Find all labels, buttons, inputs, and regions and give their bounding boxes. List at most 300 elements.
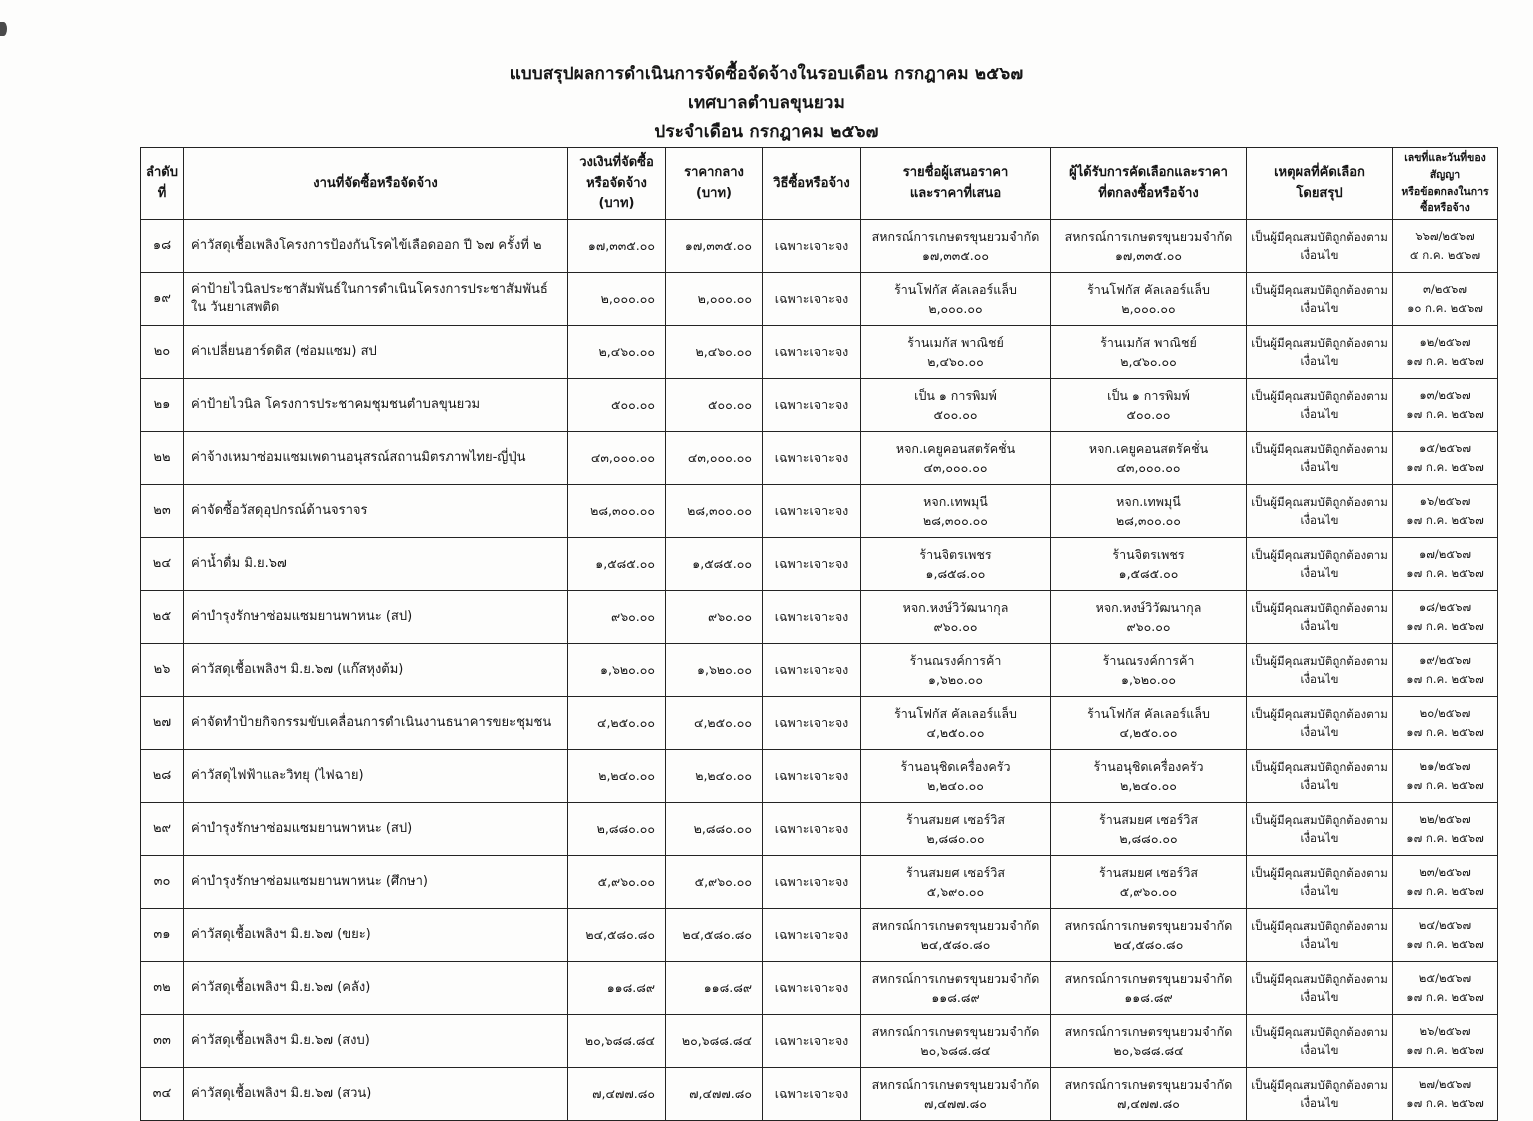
cell-method bbox=[763, 962, 861, 1015]
selection-reason: เป็นผู้มีคุณสมบัติถูกต้องตาม bbox=[1251, 866, 1388, 881]
cell-reason bbox=[1247, 909, 1393, 962]
bidder-name: ร้านณรงค์การค้า bbox=[909, 653, 1002, 669]
cell-bidder bbox=[861, 697, 1051, 750]
cell-index bbox=[141, 432, 184, 485]
table-header bbox=[141, 148, 1498, 220]
budget-amount: ๒,๘๘๐.๐๐ bbox=[596, 820, 655, 836]
row-index: ๒๘ bbox=[152, 768, 172, 784]
row-index: ๒๗ bbox=[152, 715, 172, 731]
budget-amount: ๒,๔๖๐.๐๐ bbox=[598, 343, 655, 359]
cell-selected bbox=[1051, 856, 1247, 909]
cell-budget bbox=[568, 856, 666, 909]
cell-reason bbox=[1247, 803, 1393, 856]
cell-contract bbox=[1393, 220, 1498, 273]
cell-task bbox=[184, 803, 568, 856]
selection-reason-cont: เงื่อนไข bbox=[1300, 566, 1339, 581]
selection-reason-cont: เงื่อนไข bbox=[1300, 937, 1339, 952]
cell-reason bbox=[1247, 326, 1393, 379]
cell-budget bbox=[568, 697, 666, 750]
cell-bidder bbox=[861, 379, 1051, 432]
cell-bidder bbox=[861, 909, 1051, 962]
cell-index bbox=[141, 326, 184, 379]
contract-date: ๑๗ ก.ค. ๒๕๖๗ bbox=[1406, 1096, 1484, 1111]
table-row bbox=[141, 856, 1498, 909]
cell-budget bbox=[568, 962, 666, 1015]
mid-price-amount: ๙๖๐.๐๐ bbox=[708, 608, 752, 624]
cell-budget bbox=[568, 803, 666, 856]
bidder-name: ร้านเมกัส พาณิชย์ bbox=[907, 335, 1004, 351]
row-index: ๑๙ bbox=[153, 291, 171, 307]
bidder-name: สหกรณ์การเกษตรขุนยวมจำกัด bbox=[871, 1077, 1040, 1093]
cell-method bbox=[763, 644, 861, 697]
cell-contract bbox=[1393, 538, 1498, 591]
table-row bbox=[141, 962, 1498, 1015]
table-row bbox=[141, 697, 1498, 750]
cell-task bbox=[184, 750, 568, 803]
selected-vendor-name: สหกรณ์การเกษตรขุนยวมจำกัด bbox=[1064, 918, 1233, 934]
mid-price-amount: ๑,๕๘๕.๐๐ bbox=[692, 555, 752, 571]
mid-price-amount: ๑๑๘.๘๙ bbox=[703, 979, 752, 995]
task-description: ค่าบำรุงรักษาซ่อมแซมยานพาหนะ (สป) bbox=[191, 821, 413, 837]
selection-reason: เป็นผู้มีคุณสมบัติถูกต้องตาม bbox=[1251, 601, 1388, 616]
cell-mid-price bbox=[666, 485, 763, 538]
cell-budget bbox=[568, 909, 666, 962]
row-index: ๒๒ bbox=[153, 450, 171, 466]
selection-reason-cont: เงื่อนไข bbox=[1300, 778, 1339, 793]
mid-price-amount: ๕๐๐.๐๐ bbox=[708, 396, 752, 412]
mid-price-amount: ๑,๖๒๐.๐๐ bbox=[697, 661, 752, 677]
task-description: ค่าวัสดุเชื้อเพลิงฯ มิ.ย.๖๗ (คลัง) bbox=[191, 980, 371, 996]
row-index: ๒๕ bbox=[152, 609, 172, 625]
selection-reason: เป็นผู้มีคุณสมบัติถูกต้องตาม bbox=[1251, 919, 1388, 934]
selected-vendor-price: ๒,๐๐๐.๐๐ bbox=[1121, 301, 1176, 317]
cell-task bbox=[184, 1068, 568, 1121]
row-index: ๑๘ bbox=[152, 238, 172, 254]
cell-budget bbox=[568, 485, 666, 538]
selection-reason: เป็นผู้มีคุณสมบัติถูกต้องตาม bbox=[1251, 1025, 1388, 1040]
selection-reason-cont: เงื่อนไข bbox=[1300, 1096, 1339, 1111]
contract-number: ๒๖/๒๕๖๗ bbox=[1419, 1024, 1471, 1039]
contract-date: ๑๗ ก.ค. ๒๕๖๗ bbox=[1406, 990, 1484, 1005]
selection-reason-cont: เงื่อนไข bbox=[1300, 725, 1339, 740]
selection-reason: เป็นผู้มีคุณสมบัติถูกต้องตาม bbox=[1251, 389, 1388, 404]
budget-amount: ๒,๐๐๐.๐๐ bbox=[600, 290, 655, 306]
contract-number: ๑๘/๒๕๖๗ bbox=[1418, 600, 1472, 615]
bidder-price: ๑,๖๒๐.๐๐ bbox=[928, 672, 983, 688]
mid-price-amount: ๒๘,๓๐๐.๐๐ bbox=[687, 502, 752, 518]
cell-selected bbox=[1051, 962, 1247, 1015]
row-index: ๒๐ bbox=[153, 344, 171, 360]
cell-reason bbox=[1247, 379, 1393, 432]
selected-vendor-name: ร้านณรงค์การค้า bbox=[1102, 653, 1195, 669]
cell-bidder bbox=[861, 538, 1051, 591]
table-row bbox=[141, 273, 1498, 326]
contract-number: ๑๒/๒๕๖๗ bbox=[1419, 335, 1471, 350]
cell-method bbox=[763, 220, 861, 273]
cell-bidder bbox=[861, 273, 1051, 326]
bidder-name: ร้านอนุชิดเครื่องครัว bbox=[900, 759, 1011, 775]
cell-selected bbox=[1051, 803, 1247, 856]
contract-number: ๒๐/๒๕๖๗ bbox=[1419, 706, 1471, 721]
selected-vendor-name: ร้านสมยศ เซอร์วิส bbox=[1098, 865, 1198, 881]
procurement-method: เฉพาะเจาะจง bbox=[774, 290, 849, 306]
cell-reason bbox=[1247, 644, 1393, 697]
bidder-price: ๒,๔๖๐.๐๐ bbox=[927, 354, 984, 370]
mid-price-amount: ๗,๔๗๗.๘๐ bbox=[689, 1085, 752, 1101]
budget-amount: ๒๐,๖๘๘.๘๔ bbox=[584, 1032, 655, 1048]
document-title: แบบสรุปผลการดำเนินการจัดซื้อจัดจ้างในรอบเดือน กรกฎาคม ๒๕๖๗ bbox=[509, 64, 1024, 84]
table-row bbox=[141, 379, 1498, 432]
budget-amount: ๑๑๘.๘๙ bbox=[606, 979, 655, 995]
mid-price-amount: ๒,๔๖๐.๐๐ bbox=[695, 343, 752, 359]
cell-method bbox=[763, 1015, 861, 1068]
row-index: ๓๑ bbox=[153, 927, 171, 943]
task-description: ค่าวัสดุเชื้อเพลิงฯ มิ.ย.๖๗ (ขยะ) bbox=[191, 927, 371, 943]
cell-bidder bbox=[861, 644, 1051, 697]
task-description: ค่าวัสดุไฟฟ้าและวิทยุ (ไฟฉาย) bbox=[191, 768, 364, 784]
cell-selected bbox=[1051, 273, 1247, 326]
selected-vendor-price: ๒๘,๓๐๐.๐๐ bbox=[1116, 513, 1181, 529]
cell-method bbox=[763, 432, 861, 485]
cell-mid-price bbox=[666, 697, 763, 750]
contract-number: ๒๔/๒๕๖๗ bbox=[1418, 918, 1472, 933]
bidder-price: ๙๖๐.๐๐ bbox=[933, 619, 978, 635]
cell-task bbox=[184, 326, 568, 379]
budget-amount: ๑๗,๓๓๕.๐๐ bbox=[587, 237, 655, 253]
cell-selected bbox=[1051, 220, 1247, 273]
cell-selected bbox=[1051, 379, 1247, 432]
cell-mid-price bbox=[666, 1015, 763, 1068]
selection-reason-cont: เงื่อนไข bbox=[1300, 990, 1339, 1005]
cell-mid-price bbox=[666, 962, 763, 1015]
bidder-name: สหกรณ์การเกษตรขุนยวมจำกัด bbox=[871, 918, 1040, 934]
cell-contract bbox=[1393, 803, 1498, 856]
contract-date: ๑๗ ก.ค. ๒๕๖๗ bbox=[1406, 778, 1484, 793]
bidder-price: ๒๔,๕๘๐.๘๐ bbox=[920, 937, 991, 953]
cell-index bbox=[141, 750, 184, 803]
cell-contract bbox=[1393, 909, 1498, 962]
contract-date: ๑๗ ก.ค. ๒๕๖๗ bbox=[1406, 354, 1484, 369]
bidder-price: ๒,๒๔๐.๐๐ bbox=[927, 778, 984, 794]
task-description: ค่าบำรุงรักษาซ่อมแซมยานพาหนะ (ศึกษา) bbox=[191, 874, 428, 890]
cell-index bbox=[141, 1015, 184, 1068]
col-header-method: วิธีซื้อหรือจ้าง bbox=[763, 148, 861, 220]
cell-selected bbox=[1051, 644, 1247, 697]
selected-vendor-name: หจก.หงษ์วิวัฒนากุล bbox=[1095, 600, 1202, 616]
row-index: ๓๓ bbox=[153, 1033, 171, 1049]
bidder-name: ร้านจิตรเพชร bbox=[919, 547, 992, 563]
cell-mid-price bbox=[666, 591, 763, 644]
selection-reason-cont: เงื่อนไข bbox=[1300, 672, 1339, 687]
procurement-method: เฉพาะเจาะจง bbox=[774, 608, 849, 624]
document-subtitle-municipality: เทศบาลตำบลขุนยวม bbox=[687, 93, 846, 113]
selection-reason-cont: เงื่อนไข bbox=[1300, 884, 1339, 899]
row-index: ๒๖ bbox=[153, 662, 171, 678]
cell-selected bbox=[1051, 1015, 1247, 1068]
cell-index bbox=[141, 697, 184, 750]
bidder-price: ๒๐,๖๘๘.๘๔ bbox=[920, 1043, 991, 1059]
cell-bidder bbox=[861, 856, 1051, 909]
cell-reason bbox=[1247, 1015, 1393, 1068]
task-description: ค่าป้ายไวนิลประชาสัมพันธ์ในการดำเนินโครงการประชาสัมพันธ์ใน วันยาเสพติด bbox=[191, 282, 548, 316]
procurement-method: เฉพาะเจาะจง bbox=[774, 343, 849, 359]
procurement-method: เฉพาะเจาะจง bbox=[774, 237, 849, 253]
cell-selected bbox=[1051, 697, 1247, 750]
table-row bbox=[141, 485, 1498, 538]
cell-budget bbox=[568, 644, 666, 697]
cell-budget bbox=[568, 1015, 666, 1068]
document-subtitle-month: ประจำเดือน กรกฎาคม ๒๕๖๗ bbox=[654, 122, 879, 142]
table-row bbox=[141, 326, 1498, 379]
table-row bbox=[141, 909, 1498, 962]
cell-bidder bbox=[861, 803, 1051, 856]
selected-vendor-price: ๑,๖๒๐.๐๐ bbox=[1121, 672, 1176, 688]
col-header-mid-price: ราคากลาง (บาท) bbox=[666, 148, 763, 220]
task-description: ค่าวัสดุเชื้อเพลิงฯ มิ.ย.๖๗ (แก๊สหุงต้ม) bbox=[191, 662, 404, 678]
table-row bbox=[141, 538, 1498, 591]
mid-price-amount: ๒,๒๔๐.๐๐ bbox=[695, 767, 752, 783]
contract-number: ๑๓/๒๕๖๗ bbox=[1419, 388, 1471, 403]
selected-vendor-price: ๑,๕๘๕.๐๐ bbox=[1118, 566, 1179, 582]
cell-selected bbox=[1051, 538, 1247, 591]
bidder-price: ๑๗,๓๓๕.๐๐ bbox=[921, 248, 990, 264]
cell-budget bbox=[568, 1068, 666, 1121]
cell-reason bbox=[1247, 962, 1393, 1015]
contract-number: ๑๙/๒๕๖๗ bbox=[1419, 653, 1471, 668]
contract-date: ๑๗ ก.ค. ๒๕๖๗ bbox=[1406, 1043, 1484, 1058]
cell-selected bbox=[1051, 326, 1247, 379]
mid-price-amount: ๔,๒๕๐.๐๐ bbox=[694, 714, 752, 730]
mid-price-amount: ๑๗,๓๓๕.๐๐ bbox=[684, 237, 752, 253]
contract-date: ๑๗ ก.ค. ๒๕๖๗ bbox=[1406, 937, 1484, 952]
cell-mid-price bbox=[666, 273, 763, 326]
cell-mid-price bbox=[666, 856, 763, 909]
cell-method bbox=[763, 379, 861, 432]
contract-number: ๒๗/๒๕๖๗ bbox=[1418, 1077, 1472, 1092]
cell-budget bbox=[568, 326, 666, 379]
procurement-method: เฉพาะเจาะจง bbox=[774, 873, 849, 889]
contract-date: ๑๗ ก.ค. ๒๕๖๗ bbox=[1406, 725, 1484, 740]
contract-number: ๒๓/๒๕๖๗ bbox=[1419, 865, 1471, 880]
selected-vendor-price: ๙๖๐.๐๐ bbox=[1126, 619, 1171, 635]
bidder-name: สหกรณ์การเกษตรขุนยวมจำกัด bbox=[871, 229, 1040, 245]
bidder-price: ๒๘,๓๐๐.๐๐ bbox=[923, 513, 988, 529]
selected-vendor-name: สหกรณ์การเกษตรขุนยวมจำกัด bbox=[1064, 229, 1233, 245]
row-index: ๒๔ bbox=[152, 556, 172, 572]
contract-date: ๑๗ ก.ค. ๒๕๖๗ bbox=[1406, 619, 1484, 634]
contract-number: ๓/๒๕๖๗ bbox=[1423, 282, 1467, 297]
cell-reason bbox=[1247, 273, 1393, 326]
contract-date: ๑๗ ก.ค. ๒๕๖๗ bbox=[1406, 566, 1484, 581]
selected-vendor-name: ร้านโฟกัส คัลเลอร์แล็บ bbox=[1087, 706, 1210, 722]
cell-contract bbox=[1393, 485, 1498, 538]
selected-vendor-name: ร้านโฟกัส คัลเลอร์แล็บ bbox=[1087, 282, 1210, 298]
col-header-bidders: รายชื่อผู้เสนอราคา และราคาที่เสนอ bbox=[861, 148, 1051, 220]
contract-date: ๑๗ ก.ค. ๒๕๖๗ bbox=[1406, 672, 1484, 687]
bidder-price: ๕,๖๙๐.๐๐ bbox=[926, 884, 985, 900]
procurement-method: เฉพาะเจาะจง bbox=[774, 555, 849, 571]
cell-index bbox=[141, 485, 184, 538]
cell-method bbox=[763, 273, 861, 326]
task-description: ค่าน้ำดื่ม มิ.ย.๖๗ bbox=[191, 556, 287, 572]
cell-contract bbox=[1393, 644, 1498, 697]
cell-method bbox=[763, 750, 861, 803]
task-description: ค่าจัดทำป้ายกิจกรรมขับเคลื่อนการดำเนินงานธนาคารขยะชุมชน bbox=[191, 715, 552, 731]
bidder-price: ๔๓,๐๐๐.๐๐ bbox=[923, 460, 988, 476]
selection-reason: เป็นผู้มีคุณสมบัติถูกต้องตาม bbox=[1251, 1078, 1388, 1093]
task-description: ค่าจ้างเหมาซ่อมแซมเพดานอนุสรณ์สถานมิตรภาพไทย-ญี่ปุ่น bbox=[191, 450, 526, 466]
selection-reason-cont: เงื่อนไข bbox=[1300, 460, 1339, 475]
table-row bbox=[141, 220, 1498, 273]
bidder-name: ร้านสมยศ เซอร์วิส bbox=[905, 865, 1005, 881]
budget-amount: ๗,๔๗๗.๘๐ bbox=[592, 1085, 655, 1101]
table-row bbox=[141, 750, 1498, 803]
cell-budget bbox=[568, 750, 666, 803]
cell-bidder bbox=[861, 1068, 1051, 1121]
bidder-name: ร้านโฟกัส คัลเลอร์แล็บ bbox=[894, 282, 1017, 298]
table-body bbox=[141, 220, 1498, 1121]
table-row bbox=[141, 591, 1498, 644]
selection-reason: เป็นผู้มีคุณสมบัติถูกต้องตาม bbox=[1251, 283, 1388, 298]
procurement-method: เฉพาะเจาะจง bbox=[774, 502, 849, 518]
cell-reason bbox=[1247, 432, 1393, 485]
cell-method bbox=[763, 1068, 861, 1121]
contract-date: ๑๐ ก.ค. ๒๕๖๗ bbox=[1407, 301, 1483, 316]
cell-index bbox=[141, 962, 184, 1015]
bidder-name: หจก.เคยูคอนสตรัคชั่น bbox=[895, 441, 1016, 457]
contract-date: ๑๗ ก.ค. ๒๕๖๗ bbox=[1406, 407, 1484, 422]
cell-budget bbox=[568, 220, 666, 273]
cell-index bbox=[141, 856, 184, 909]
col-header-contract: เลขที่และวันที่ของสัญญา หรือข้อตกลงในการซื้อหรือจ้าง bbox=[1393, 148, 1498, 220]
cell-selected bbox=[1051, 1068, 1247, 1121]
bidder-name: เป็น ๑ การพิมพ์ bbox=[914, 388, 997, 404]
task-description: ค่าป้ายไวนิล โครงการประชาคมชุมชนตำบลขุนยวม bbox=[191, 397, 481, 413]
col-header-reason: เหตุผลที่คัดเลือก โดยสรุป bbox=[1247, 148, 1393, 220]
budget-amount: ๔,๒๕๐.๐๐ bbox=[597, 714, 655, 730]
cell-index bbox=[141, 538, 184, 591]
bidder-name: หจก.หงษ์วิวัฒนากุล bbox=[902, 600, 1009, 616]
budget-amount: ๑,๖๒๐.๐๐ bbox=[600, 661, 655, 677]
selection-reason: เป็นผู้มีคุณสมบัติถูกต้องตาม bbox=[1251, 654, 1388, 669]
selected-vendor-name: ร้านเมกัส พาณิชย์ bbox=[1100, 335, 1197, 351]
cell-task bbox=[184, 273, 568, 326]
selection-reason-cont: เงื่อนไข bbox=[1300, 619, 1339, 634]
col-header-budget: วงเงินที่จัดซื้อ หรือจัดจ้าง (บาท) bbox=[568, 148, 666, 220]
contract-date: ๑๗ ก.ค. ๒๕๖๗ bbox=[1406, 460, 1484, 475]
cell-task bbox=[184, 538, 568, 591]
cell-mid-price bbox=[666, 644, 763, 697]
budget-amount: ๕๐๐.๐๐ bbox=[611, 396, 655, 412]
cell-selected bbox=[1051, 750, 1247, 803]
budget-amount: ๕,๙๖๐.๐๐ bbox=[597, 873, 655, 889]
table-row bbox=[141, 1015, 1498, 1068]
cell-selected bbox=[1051, 485, 1247, 538]
selected-vendor-name: หจก.เคยูคอนสตรัคชั่น bbox=[1088, 441, 1209, 457]
cell-task bbox=[184, 485, 568, 538]
selected-vendor-name: ร้านสมยศ เซอร์วิส bbox=[1098, 812, 1198, 828]
row-index: ๒๓ bbox=[153, 503, 171, 519]
bidder-price: ๗,๔๗๗.๘๐ bbox=[924, 1096, 987, 1112]
contract-number: ๒๒/๒๕๖๗ bbox=[1419, 812, 1471, 827]
selected-vendor-name: สหกรณ์การเกษตรขุนยวมจำกัด bbox=[1064, 971, 1233, 987]
contract-date: ๕ ก.ค. ๒๕๖๗ bbox=[1409, 248, 1481, 263]
cell-selected bbox=[1051, 909, 1247, 962]
cell-bidder bbox=[861, 485, 1051, 538]
contract-date: ๑๗ ก.ค. ๒๕๖๗ bbox=[1406, 831, 1484, 846]
cell-mid-price bbox=[666, 379, 763, 432]
cell-mid-price bbox=[666, 326, 763, 379]
scan-artifact bbox=[0, 22, 7, 36]
cell-bidder bbox=[861, 962, 1051, 1015]
selected-vendor-name: ร้านจิตรเพชร bbox=[1112, 547, 1185, 563]
cell-method bbox=[763, 697, 861, 750]
selected-vendor-price: ๔,๒๕๐.๐๐ bbox=[1119, 725, 1178, 741]
selected-vendor-price: ๔๓,๐๐๐.๐๐ bbox=[1116, 460, 1181, 476]
cell-mid-price bbox=[666, 1068, 763, 1121]
cell-method bbox=[763, 485, 861, 538]
bidder-name: ร้านโฟกัส คัลเลอร์แล็บ bbox=[894, 706, 1017, 722]
col-header-selected: ผู้ได้รับการคัดเลือกและราคา ที่ตกลงซื้อหรือจ้าง bbox=[1051, 148, 1247, 220]
contract-number: ๖๖๗/๒๕๖๗ bbox=[1415, 229, 1475, 244]
bidder-name: หจก.เทพมุนี bbox=[923, 494, 988, 510]
selected-vendor-name: เป็น ๑ การพิมพ์ bbox=[1107, 388, 1190, 404]
cell-contract bbox=[1393, 856, 1498, 909]
cell-mid-price bbox=[666, 220, 763, 273]
task-description: ค่าเปลี่ยนฮาร์ดดิส (ซ่อมแซม) สป bbox=[191, 344, 377, 360]
selection-reason-cont: เงื่อนไข bbox=[1300, 1043, 1339, 1058]
cell-bidder bbox=[861, 591, 1051, 644]
bidder-price: ๒,๘๘๐.๐๐ bbox=[926, 831, 985, 847]
selected-vendor-name: หจก.เทพมุนี bbox=[1116, 494, 1181, 510]
procurement-method: เฉพาะเจาะจง bbox=[774, 449, 849, 465]
table-row bbox=[141, 803, 1498, 856]
bidder-name: สหกรณ์การเกษตรขุนยวมจำกัด bbox=[871, 971, 1040, 987]
selected-vendor-price: ๕,๙๖๐.๐๐ bbox=[1119, 884, 1178, 900]
procurement-method: เฉพาะเจาะจง bbox=[774, 820, 849, 836]
budget-amount: ๒๔,๕๘๐.๘๐ bbox=[585, 926, 655, 942]
mid-price-amount: ๒๐,๖๘๘.๘๔ bbox=[681, 1032, 752, 1048]
cell-bidder bbox=[861, 220, 1051, 273]
procurement-method: เฉพาะเจาะจง bbox=[774, 1085, 849, 1101]
cell-reason bbox=[1247, 1068, 1393, 1121]
cell-mid-price bbox=[666, 432, 763, 485]
contract-number: ๒๕/๒๕๖๗ bbox=[1418, 971, 1472, 986]
cell-index bbox=[141, 379, 184, 432]
cell-bidder bbox=[861, 432, 1051, 485]
selection-reason-cont: เงื่อนไข bbox=[1300, 513, 1339, 528]
col-header-index: ลำดับที่ bbox=[141, 148, 184, 220]
cell-budget bbox=[568, 379, 666, 432]
selection-reason: เป็นผู้มีคุณสมบัติถูกต้องตาม bbox=[1251, 548, 1388, 563]
cell-budget bbox=[568, 538, 666, 591]
cell-contract bbox=[1393, 591, 1498, 644]
cell-method bbox=[763, 538, 861, 591]
selection-reason: เป็นผู้มีคุณสมบัติถูกต้องตาม bbox=[1251, 972, 1388, 987]
cell-contract bbox=[1393, 750, 1498, 803]
col-header-task: งานที่จัดซื้อหรือจัดจ้าง bbox=[184, 148, 568, 220]
cell-index bbox=[141, 273, 184, 326]
selected-vendor-price: ๗,๔๗๗.๘๐ bbox=[1117, 1096, 1180, 1112]
mid-price-amount: ๒,๐๐๐.๐๐ bbox=[697, 290, 752, 306]
cell-index bbox=[141, 909, 184, 962]
cell-reason bbox=[1247, 750, 1393, 803]
row-index: ๒๑ bbox=[153, 397, 171, 413]
cell-index bbox=[141, 591, 184, 644]
cell-reason bbox=[1247, 538, 1393, 591]
row-index: ๒๙ bbox=[152, 821, 172, 837]
budget-amount: ๑,๕๘๕.๐๐ bbox=[595, 555, 655, 571]
